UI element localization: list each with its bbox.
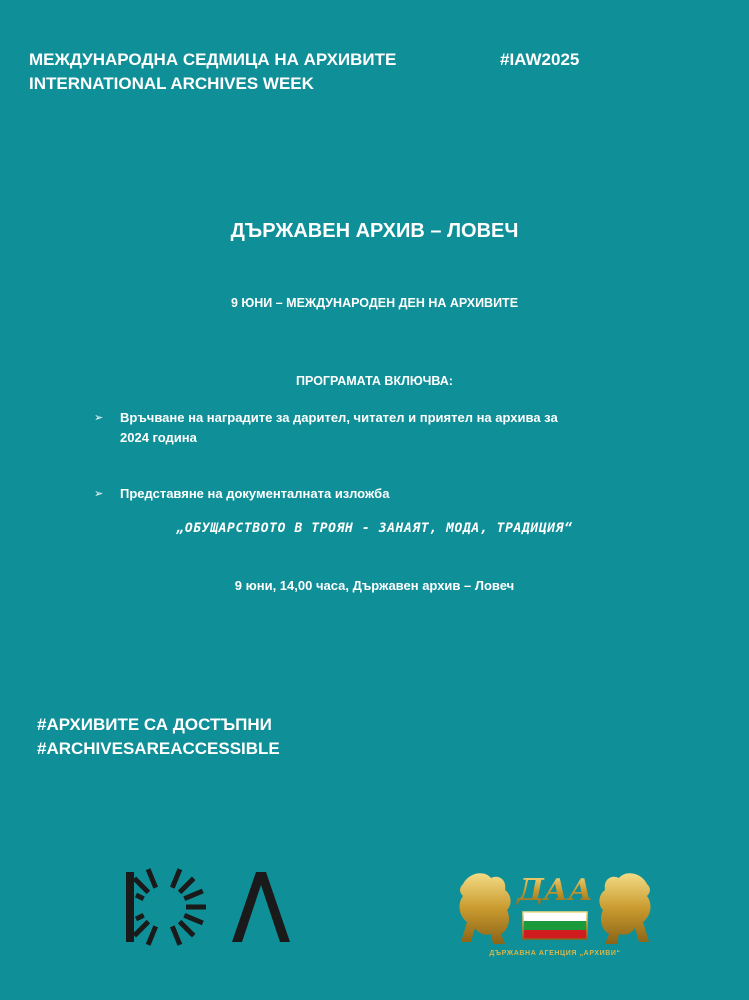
program-item-text xyxy=(120,408,558,448)
hashtag-en: #ARCHIVESAREACCESSIBLE xyxy=(37,739,280,758)
exhibition-title: „ОБУЩАРСТВОТО В ТРОЯН - ЗАНАЯТ, МОДА, ТРАДИЦИЯ“ xyxy=(176,521,573,536)
ica-logo xyxy=(124,868,310,946)
header-title-bg: МЕЖДУНАРОДНА СЕДМИЦА НА АРХИВИТЕ xyxy=(29,50,397,69)
arrow-bullet-icon: ➢ xyxy=(94,488,104,500)
page-title: ДЪРЖАВЕН АРХИВ – ЛОВЕЧ xyxy=(230,220,519,242)
event-date-time: 9 юни, 14,00 часа, Държавен архив – Ловеч xyxy=(234,578,515,593)
daa-logo xyxy=(455,864,655,964)
header-title-en: INTERNATIONAL ARCHIVES WEEK xyxy=(29,74,314,93)
daa-caption: ДЪРЖАВНА АГЕНЦИЯ „АРХИВИ“ xyxy=(489,950,621,957)
arrow-bullet-icon: ➢ xyxy=(94,412,104,424)
program-item-line: 2024 година xyxy=(120,430,197,445)
program-heading: ПРОГРАМАТА ВКЛЮЧВА: xyxy=(296,374,453,388)
hashtag-bg: #АРХИВИТЕ СА ДОСТЪПНИ xyxy=(37,715,272,734)
program-item-text xyxy=(120,484,389,504)
program-item-line: Представяне на документалната изложба xyxy=(120,486,390,501)
program-item-line: Връчване на наградите за дарител, читател и приятел на архива за xyxy=(120,410,558,425)
header-hashtag: #IAW2025 xyxy=(500,50,580,69)
page-subtitle: 9 ЮНИ – МЕЖДУНАРОДЕН ДЕН НА АРХИВИТЕ xyxy=(230,296,519,310)
daa-logo-text: ДАА xyxy=(517,873,593,908)
ica-logo-text: ICA xyxy=(124,868,126,869)
